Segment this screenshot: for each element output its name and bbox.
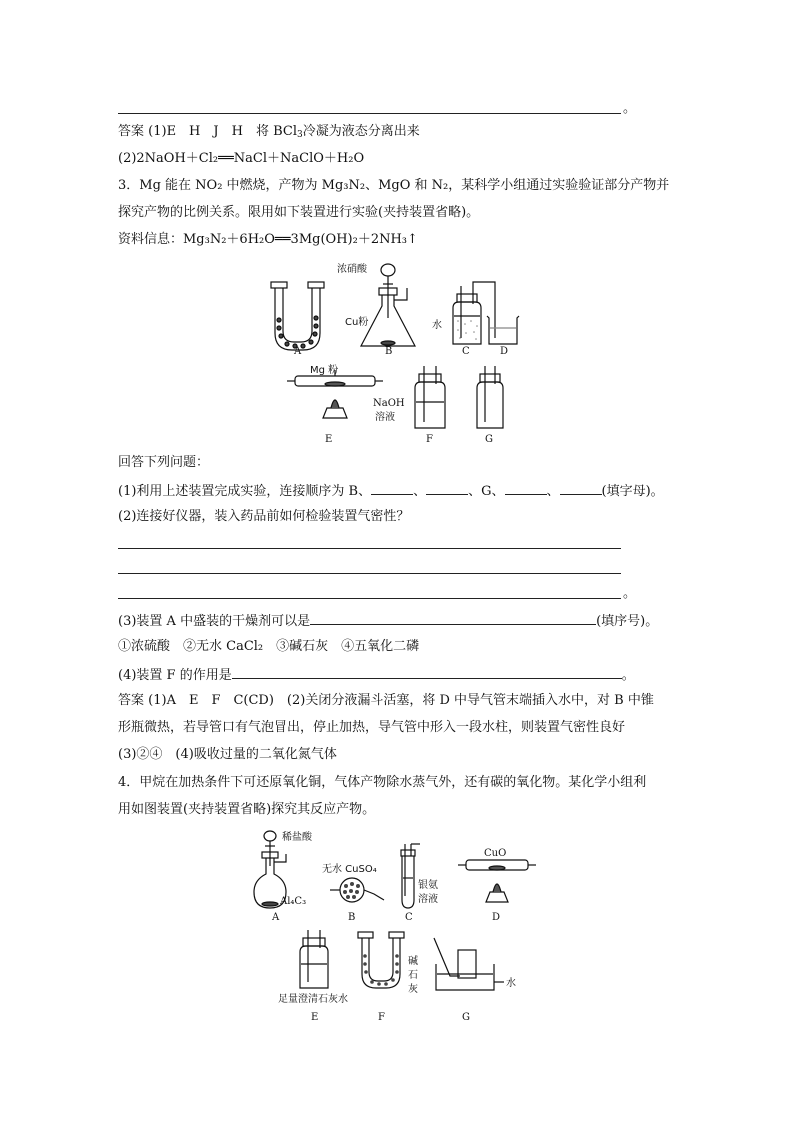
answer-line-2c[interactable] [118,598,621,599]
q3-bottle-f [415,366,445,428]
q3-part-3 [118,611,658,631]
answer-line-2b[interactable] [118,573,621,574]
q4-acid-label: 稀盐酸 [282,832,312,843]
q4-water-label: 水 [506,978,516,989]
q3-part-4 [118,665,635,685]
q4-al-label: Al₄C₃ [280,896,307,907]
q4-label-c: C [405,912,413,923]
q3-part-1-end: (填字母)。 [601,484,664,499]
q4-cuo-label: CuO [484,848,507,859]
q3-intro-2: 探究产物的比例关系。限用如下装置进行实验(夹持装置省略)。 [118,205,480,220]
answer-blank-1[interactable] [371,481,413,495]
q4-tube-d [458,860,536,902]
q3-part-3-text: (3)装置 A 中盛装的干燥剂可以是 [118,614,311,629]
q4-ag-label-2: 溶液 [418,894,438,905]
q3-part-1-g: 、G、 [468,484,505,499]
q4-ag-label-1: 银氨 [418,880,438,891]
q3-label-g: G [485,434,493,445]
q3-answer-text-1: (1)A E F C(CD) (2)关闭分液漏斗活塞，将 D 中导气管末端插入水中，对 B 中锥 [148,693,654,708]
q3-answer-1 [118,692,654,710]
q4-label-e: E [311,1012,319,1023]
answer-blank-4[interactable] [560,481,602,495]
q3-flask-b [361,264,415,346]
q3-part-4-text: (4)装置 F 的作用是 [118,668,232,683]
q4-bottle-e [300,930,328,988]
q4-intro-1: 4．甲烷在加热条件下可还原氧化铜，气体产物除水蒸气外，还有碳的氧化物。某化学小组利 [118,775,647,790]
q3-label-e: E [325,434,333,445]
q3-answer-3: (3)②④ (4)吸收过量的二氧化氮气体 [118,747,337,762]
answer-blank-3[interactable] [505,481,547,495]
q3-prompt: 回答下列问题： [118,455,210,470]
q3-acid-label: 浓硝酸 [337,264,367,275]
q3-naoh-label: NaOH [373,398,405,409]
answer-blank-line [118,113,621,114]
q3-answer-2: 形瓶微热，若导管口有气泡冒出，停止加热，导气管中形入一段水柱，则装置气密性良好 [118,720,626,735]
answer-1-tail: 冷凝为液态分离出来 [302,124,420,139]
q3-part-3-end: (填序号)。 [596,614,659,629]
q4-label-f: F [378,1012,385,1023]
q3-part-1-text: (1)利用上述装置完成实验，连接顺序为 B、 [118,484,372,499]
q3-part-2-end: 。 [623,586,637,601]
q3-mg-label: Mg 粉 [310,365,339,376]
q3-answer-label: 答案 [118,693,145,708]
q4-u-tube-f [358,932,404,988]
q4-label-g: G [462,1012,470,1023]
q3-label-d: D [500,346,509,357]
q4-soda-label-2: 石 [408,970,418,981]
q4-label-b: B [348,912,356,923]
answer-1-text: (1)E H J H 将 BCl [148,124,297,139]
q4-cuso4-label: 无水 CuSO₄ [322,864,377,875]
answer-blank-6[interactable] [232,665,622,679]
q4-apparatus-figure [248,826,548,1026]
answer-blank-5[interactable] [310,611,596,625]
answer-1-line-1 [118,123,420,141]
answer-1-line-2: (2)2NaOH＋Cl₂══NaCl＋NaClO＋H₂O [118,151,365,166]
q3-beaker-d [487,316,519,344]
answer-blank-2[interactable] [426,481,468,495]
q4-lime-label: 足量澄清石灰水 [278,994,348,1005]
q3-solution-label: 溶液 [375,412,395,423]
answer-label: 答案 [118,124,145,139]
q3-label-c: C [462,346,470,357]
q4-trough-g [434,938,504,990]
q3-info: 资料信息：Mg₃N₂＋6H₂O══3Mg(OH)₂＋2NH₃↑ [118,232,418,247]
top-period: 。 [623,101,637,116]
q4-label-d: D [492,912,501,923]
q3-part-3-options: ①浓硫酸 ②无水 CaCl₂ ③碱石灰 ④五氧化二磷 [118,639,420,654]
q3-part-1 [118,481,664,501]
q3-water-c-dots [457,320,478,340]
q3-cu-label: Cu粉 [345,317,369,328]
q3-bottle-g [477,366,503,428]
q3-sep-1: 、 [413,484,427,499]
q4-intro-2: 用如图装置(夹持装置省略)探究其反应产物。 [118,802,376,817]
q3-apparatus-figure [255,258,545,448]
q3-water-label: 水 [432,320,442,331]
q3-label-f: F [426,434,433,445]
q3-part-4-end: 。 [621,668,635,683]
answer-1-sub: 3 [296,130,303,140]
q3-label-a: A [294,346,302,357]
q3-tube-e [287,370,383,418]
q4-soda-label-3: 灰 [408,984,418,995]
answer-line-2a[interactable] [118,548,621,549]
q3-label-b: B [385,346,393,357]
q4-soda-label-1: 碱 [408,956,418,967]
q3-intro-1: 3．Mg 能在 NO₂ 中燃烧，产物为 Mg₃N₂、MgO 和 N₂，某科学小组通过实验验证部分产物并 [118,178,670,193]
q4-label-a: A [272,912,280,923]
q3-sep-2: 、 [546,484,560,499]
q3-part-2: (2)连接好仪器，装入药品前如何检验装置气密性？ [118,509,410,524]
q3-u-tube-a [271,282,324,350]
q4-drying-agent-b [343,882,360,899]
